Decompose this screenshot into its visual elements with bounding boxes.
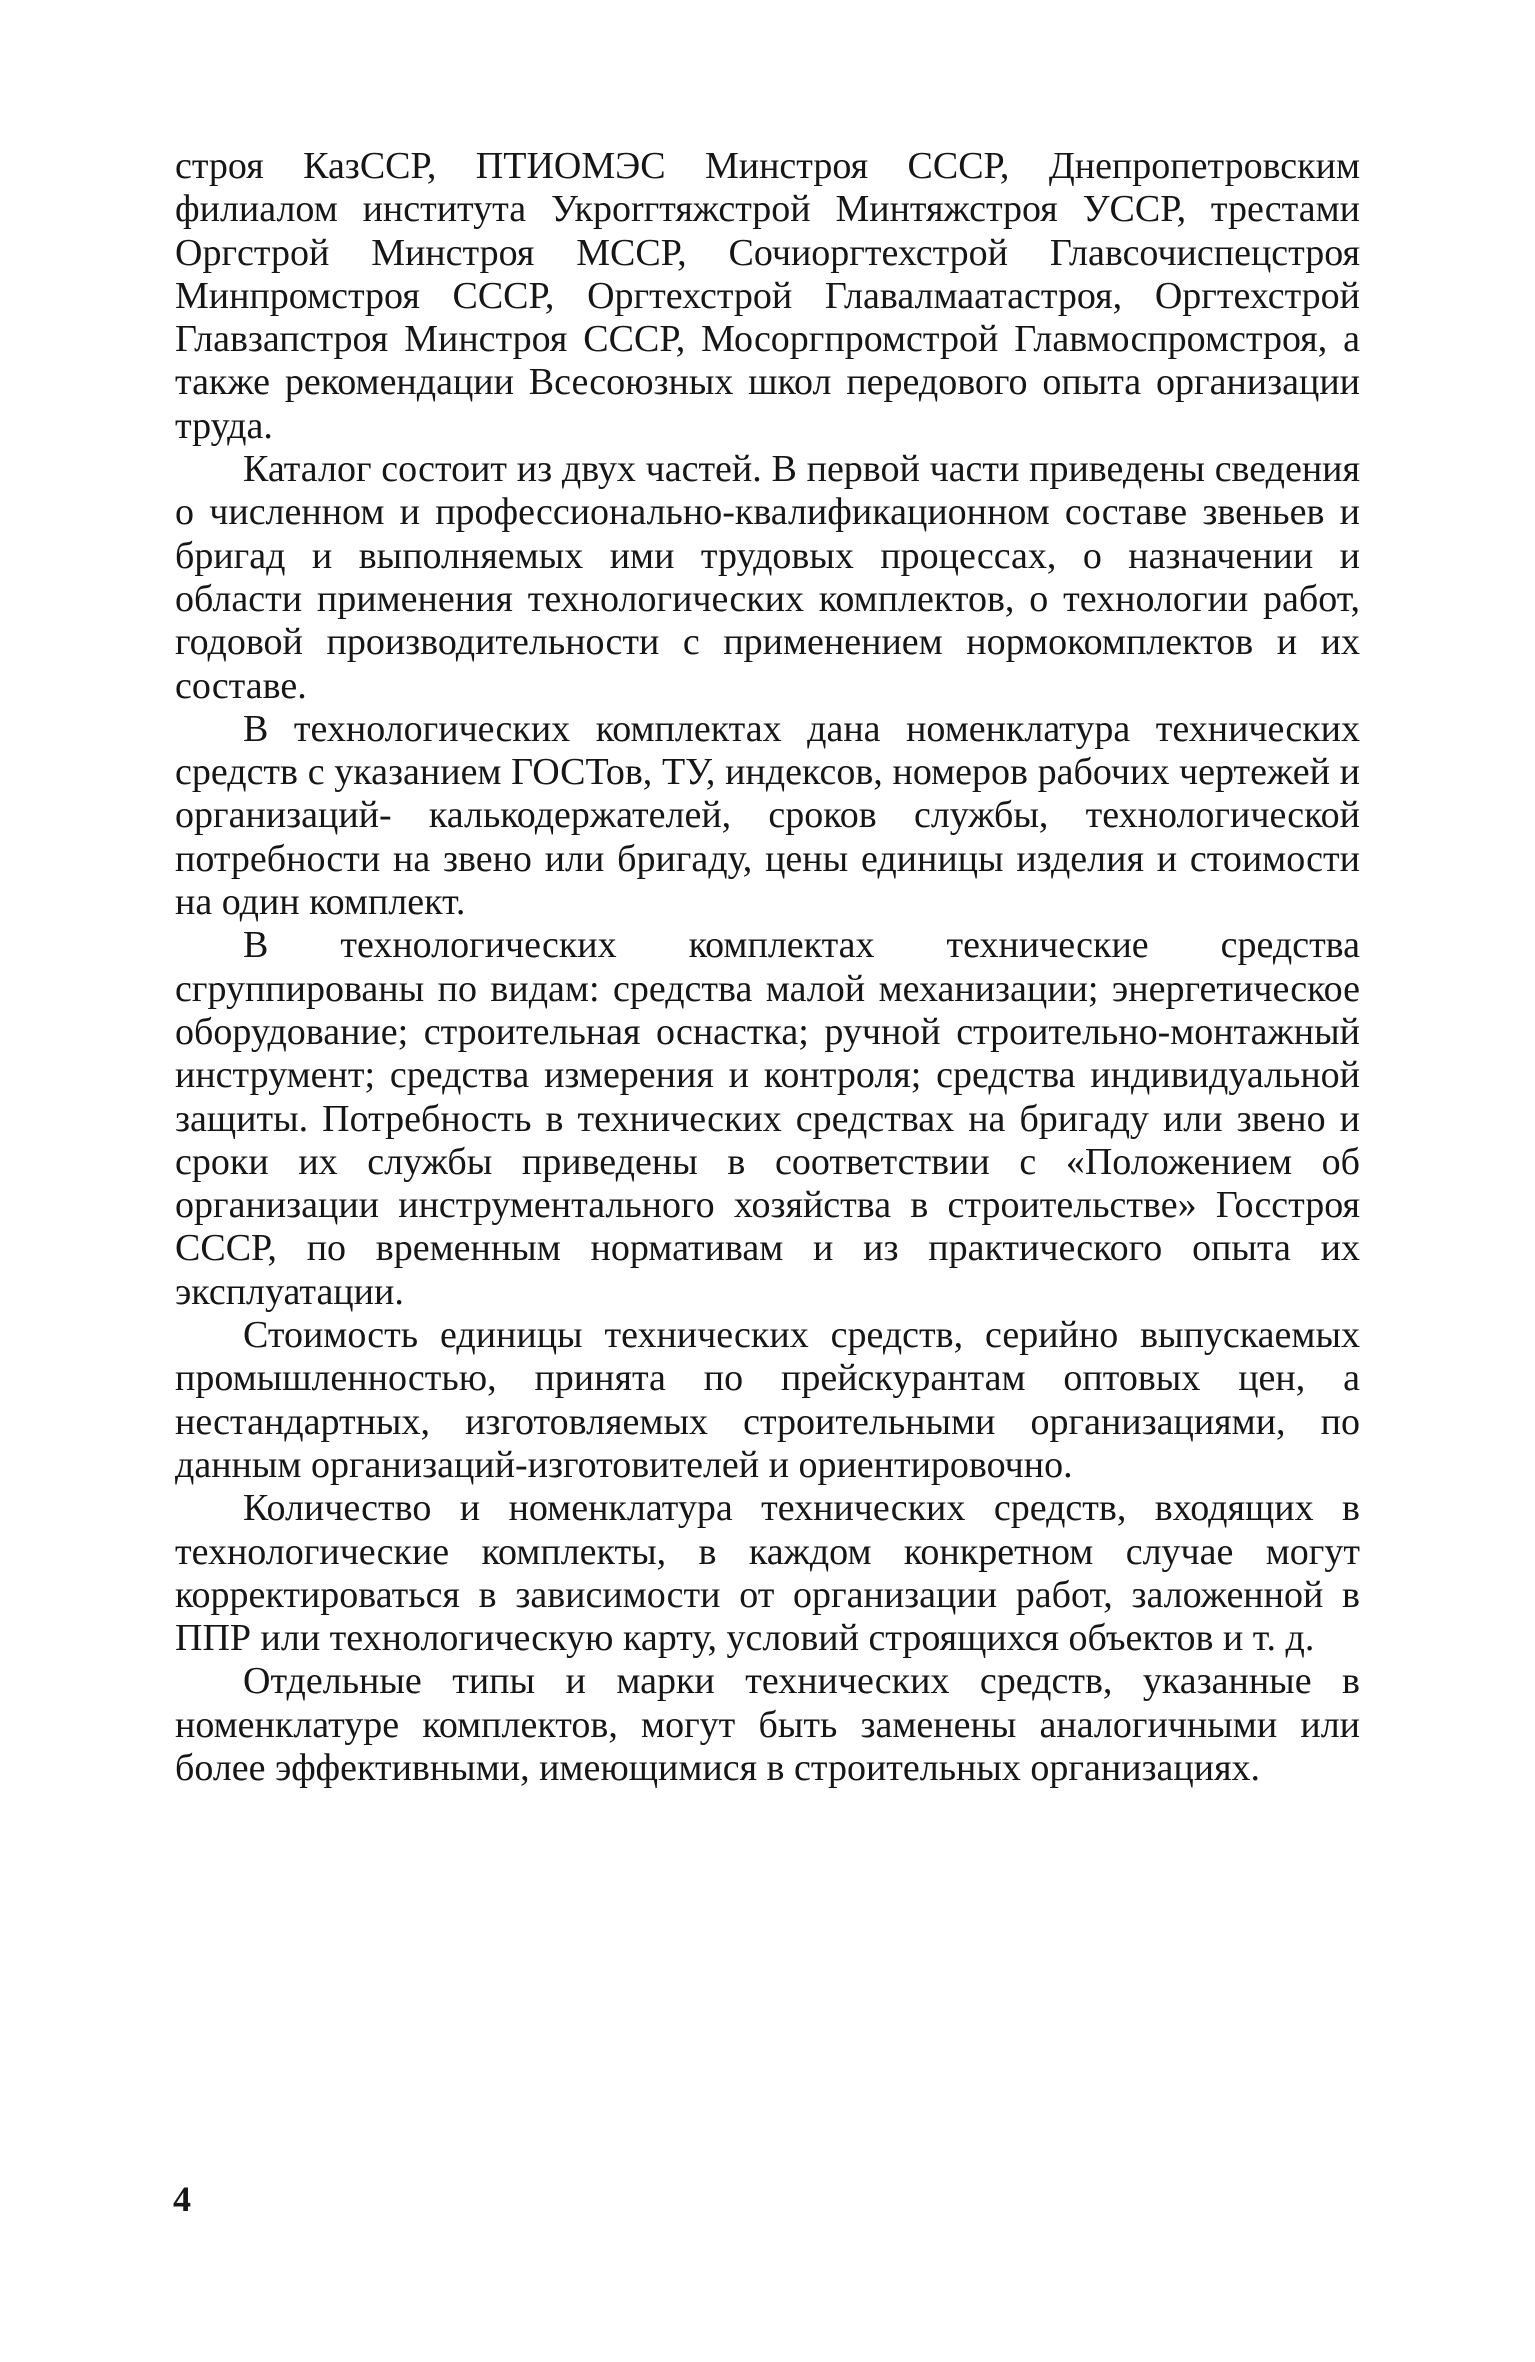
paragraph-4: В технологических комплектах технические средства сгруппированы по видам: средства малой механизации; энергетическое оборудование; строительная оснастка; ручной строительно-монтажный инструмент; средства измерения и контроля; средства индивидуальной защиты. Потребность в технических средствах на бригаду или звено и сроки их службы приведены в соответствии с «Положением об организации инструментального хозяйства в строительстве» Госстроя СССР, по временным нормативам и из практического опыта их эксплуатации. [175, 924, 1360, 1313]
paragraph-3: В технологических комплектах дана номенклатура технических средств с указанием ГОСТов, ТУ, индексов, номеров рабочих чертежей и организаций- калькодержателей, сроков службы, технологической потребности на звено или бригаду, цены единицы изделия и стоимости на один комплект. [175, 707, 1360, 924]
page-number: 4 [173, 2179, 191, 2219]
paragraph-1: строя КазССР, ПТИОМЭС Минстроя СССР, Днепропетровским филиалом института Укрorгтяжстрой Минтяжстроя УССР, трестами Оргстрой Минстроя МССР, Сочиоргтехстрой Главсочиспецстроя Минпромстроя СССР, Оргтехстрой Главалмаатастроя, Оргтехстрой Главзапстроя Минстроя СССР, Мосоргпромстрой Главмоспромстроя, а также рекомендации Всесоюзных школ передового опыта организации труда. [175, 145, 1360, 447]
paragraph-7: Отдельные типы и марки технических средств, указанные в номенклатуре комплектов, могут быть заменены аналогичными или более эффективными, имеющимися в строительных организациях. [175, 1660, 1360, 1789]
page-body [175, 145, 1360, 1790]
paragraph-2: Каталог состоит из двух частей. В первой части приведены сведения о численном и профессионально-квалификационном составе звеньев и бригад и выполняемых ими трудовых процессах, о назначении и области применения технологических комплектов, о технологии работ, годовой производительности с применением нормокомплектов и их составе. [175, 448, 1360, 707]
paragraph-6: Количество и номенклатура технических средств, входящих в технологические комплекты, в каждом конкретном случае могут корректироваться в зависимости от организации работ, заложенной в ППР или технологическую карту, условий строящихся объектов и т. д. [175, 1487, 1360, 1660]
paragraph-5: Стоимость единицы технических средств, серийно выпускаемых промышленностью, принята по прейскурантам оптовых цен, а нестандартных, изготовляемых строительными организациями, по данным организаций-изготовителей и ориентировочно. [175, 1314, 1360, 1486]
